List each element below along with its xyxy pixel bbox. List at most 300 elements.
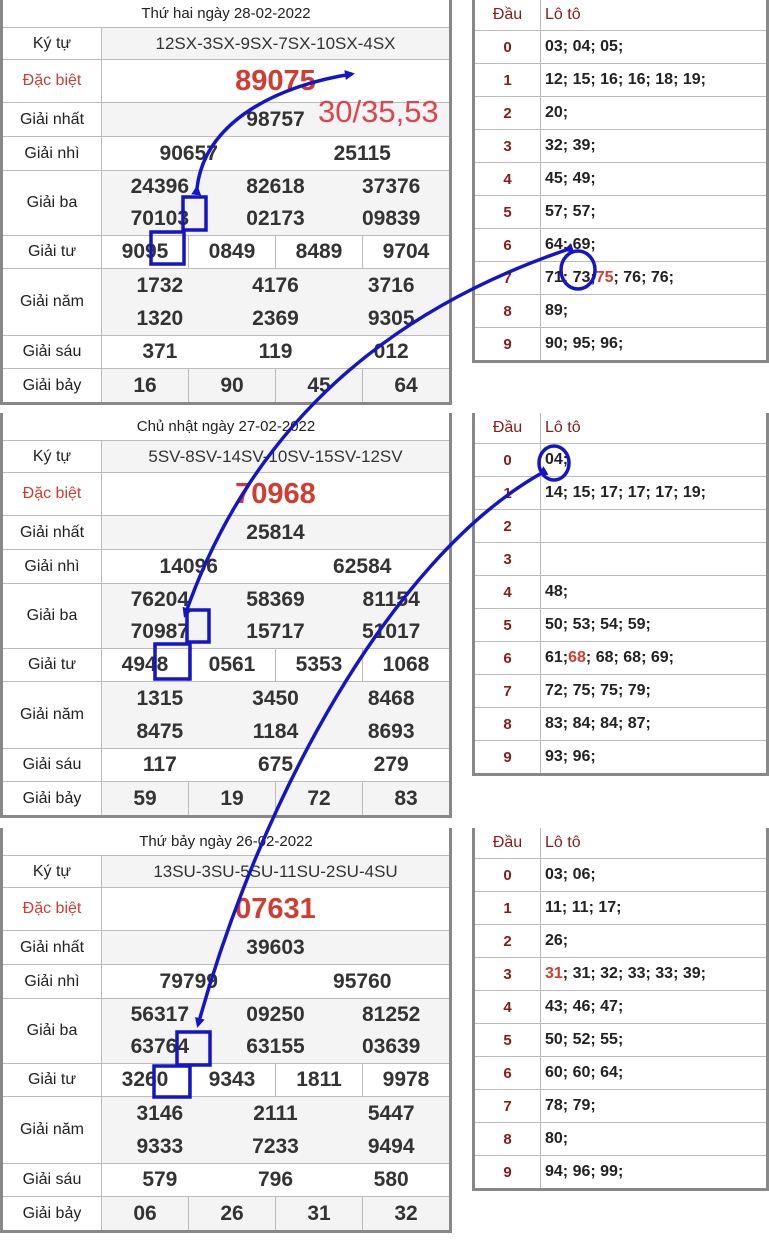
prize-number: 0849 (188, 236, 275, 268)
draw-date: Thứ bảy ngày 26-02-2022 (3, 828, 449, 856)
prize-values (102, 336, 449, 368)
loto-row (475, 1090, 766, 1123)
prize-number: 51017 (361, 620, 421, 643)
prize-number: 63155 (246, 1035, 305, 1058)
dau-digit: 5 (475, 1024, 541, 1056)
prize-number: 90 (188, 369, 275, 402)
prize-values (102, 236, 449, 268)
loto-table (472, 828, 769, 1191)
prize-row (3, 236, 449, 269)
prize-number: 98757 (246, 107, 305, 131)
prize-label: Đặc biệt (3, 888, 102, 930)
dau-digit: 3 (475, 958, 541, 990)
prize-row (3, 473, 449, 516)
dau-digit: 2 (475, 925, 541, 957)
prize-number: 4176 (252, 273, 299, 297)
prize-row (3, 888, 449, 931)
dau-digit: 6 (475, 1057, 541, 1089)
loto-numbers (541, 708, 766, 740)
prize-number: 13SU-3SU-5SU-11SU-2SU-4SU (153, 861, 398, 881)
prize-number: 9978 (362, 1064, 449, 1096)
loto-numbers (541, 477, 766, 509)
prize-values (102, 856, 449, 887)
loto-row (475, 477, 766, 510)
prize-row (3, 269, 449, 336)
prize-values (102, 171, 449, 235)
loto-row (475, 295, 766, 328)
prize-values (102, 888, 449, 930)
loto-header (475, 0, 766, 31)
dau-digit: 0 (475, 444, 541, 476)
prize-label: Ký tự (3, 28, 102, 59)
prize-number: 24396 (130, 175, 190, 198)
prize-values (102, 931, 449, 964)
prize-values (102, 649, 449, 681)
loto-row (475, 196, 766, 229)
dau-digit: 1 (475, 477, 541, 509)
prize-number: 76204 (130, 588, 190, 611)
loto-header (475, 828, 766, 859)
prize-label: Giải bảy (3, 782, 102, 815)
prize-row (3, 965, 449, 999)
prize-values (102, 782, 449, 815)
prize-label: Giải ba (3, 584, 102, 648)
loto-row (475, 1024, 766, 1057)
prize-number: 1732 (136, 273, 184, 297)
loto-numbers (541, 958, 766, 990)
loto-post: 64; 69; (545, 236, 596, 253)
loto-header-label: Lô tô (545, 834, 581, 851)
prize-row (3, 1197, 449, 1230)
loto-post: 80; (545, 1130, 569, 1147)
prize-row (3, 682, 449, 749)
prize-row (3, 550, 449, 584)
loto-numbers (541, 262, 766, 294)
prize-number: 70968 (235, 477, 316, 510)
loto-post: 89; (545, 302, 569, 319)
handwritten-annotation: 30/35,53 (318, 94, 439, 129)
dau-digit: 4 (475, 576, 541, 608)
prize-number: 07631 (235, 892, 316, 925)
draw-block (0, 0, 769, 400)
loto-post: 14; 15; 17; 17; 17; 19; (545, 484, 706, 501)
loto-row (475, 97, 766, 130)
loto-row (475, 543, 766, 576)
prize-row (3, 369, 449, 402)
prize-number: 79799 (159, 969, 218, 993)
prize-values (102, 682, 449, 748)
loto-numbers (541, 97, 766, 129)
dau-digit: 8 (475, 1123, 541, 1155)
prize-number: 32 (362, 1197, 449, 1230)
loto-numbers (541, 991, 766, 1023)
prize-number: 70103 (130, 207, 190, 230)
dau-header: Đầu (475, 828, 541, 858)
dau-digit: 1 (475, 892, 541, 924)
loto-post: 03; 04; 05; (545, 38, 624, 55)
prize-row (3, 336, 449, 369)
prize-label: Giải tư (3, 649, 102, 681)
prize-row (3, 999, 449, 1064)
loto-numbers (541, 1123, 766, 1155)
loto-row (475, 991, 766, 1024)
prize-row (3, 749, 449, 782)
prize-number: 796 (257, 1168, 294, 1191)
prize-number: 02173 (246, 207, 305, 230)
prize-label: Đặc biệt (3, 60, 102, 102)
prize-number: 9095 (121, 240, 169, 263)
loto-post: 78; 79; (545, 1097, 596, 1114)
prize-number: 9704 (362, 236, 449, 268)
loto-post: 45; 49; (545, 170, 596, 187)
loto-header-label: Lô tô (545, 6, 581, 23)
loto-numbers (541, 642, 766, 674)
prize-label: Giải bảy (3, 369, 102, 402)
prize-number: 16 (133, 373, 157, 397)
prize-label: Đặc biệt (3, 473, 102, 515)
dau-digit: 7 (475, 262, 541, 294)
loto-post: 90; 95; 96; (545, 335, 624, 352)
prize-number: 1184 (252, 719, 299, 743)
prize-number: 1320 (136, 306, 184, 330)
prize-number: 25814 (246, 520, 305, 544)
prize-label: Giải nhất (3, 103, 102, 136)
loto-numbers (541, 1024, 766, 1056)
prize-number: 279 (373, 753, 409, 776)
loto-post: 43; 46; 47; (545, 998, 624, 1015)
dau-digit: 9 (475, 1156, 541, 1188)
loto-numbers (541, 163, 766, 195)
loto-row (475, 262, 766, 295)
results-table (0, 0, 452, 405)
prize-values (102, 1164, 449, 1196)
draw-block (0, 413, 769, 813)
dau-digit: 7 (475, 675, 541, 707)
loto-row (475, 510, 766, 543)
dau-digit: 1 (475, 64, 541, 96)
dau-digit: 7 (475, 1090, 541, 1122)
prize-values (102, 516, 449, 549)
prize-number: 8468 (367, 686, 415, 710)
prize-row (3, 137, 449, 171)
prize-number: 8693 (367, 719, 415, 743)
loto-numbers (541, 1156, 766, 1188)
prize-number: 5SV-8SV-14SV-10SV-15SV-12SV (148, 446, 403, 466)
draw-date: Thứ hai ngày 28-02-2022 (3, 0, 449, 28)
dau-header: Đầu (475, 413, 541, 443)
loto-highlight: 75 (595, 269, 614, 286)
loto-pre: 71; 73; (545, 269, 596, 286)
prize-values (102, 473, 449, 515)
prize-values (102, 269, 449, 335)
prize-number: 82618 (246, 175, 305, 198)
prize-values (102, 369, 449, 402)
prize-label: Giải sáu (3, 1164, 102, 1196)
loto-numbers (541, 196, 766, 228)
prize-row (3, 28, 449, 60)
prize-values (102, 137, 449, 170)
loto-row (475, 64, 766, 97)
results-table (0, 413, 452, 818)
loto-row (475, 708, 766, 741)
prize-label: Giải nhất (3, 516, 102, 549)
prize-label: Giải sáu (3, 336, 102, 368)
loto-post: ; 31; 32; 33; 33; 39; (562, 965, 706, 982)
loto-row (475, 328, 766, 360)
prize-number: 89075 (235, 64, 316, 97)
loto-post: 50; 53; 54; 59; (545, 616, 651, 633)
loto-row (475, 163, 766, 196)
dau-digit: 9 (475, 741, 541, 773)
prize-number: 14096 (159, 554, 218, 578)
loto-numbers (541, 609, 766, 641)
draw-date: Chủ nhật ngày 27-02-2022 (3, 413, 449, 441)
loto-row (475, 130, 766, 163)
dau-digit: 3 (475, 543, 541, 575)
prize-number: 12SX-3SX-9SX-7SX-10SX-4SX (155, 33, 396, 53)
loto-row (475, 1057, 766, 1090)
dau-digit: 8 (475, 295, 541, 327)
prize-row (3, 1164, 449, 1197)
prize-number: 371 (142, 340, 178, 363)
prize-number: 45 (275, 369, 362, 402)
prize-row (3, 441, 449, 473)
loto-row (475, 229, 766, 262)
loto-numbers (541, 576, 766, 608)
loto-highlight: 31 (545, 965, 563, 982)
prize-row (3, 516, 449, 550)
loto-post: 03; 06; (545, 866, 596, 883)
prize-number: 26 (188, 1197, 275, 1230)
loto-post: 11; 11; 17; (545, 899, 622, 916)
prize-row (3, 782, 449, 815)
prize-number: 117 (142, 753, 177, 776)
loto-post: 50; 52; 55; (545, 1031, 624, 1048)
prize-row (3, 584, 449, 649)
prize-label: Giải sáu (3, 749, 102, 781)
prize-number: 63764 (130, 1035, 190, 1058)
loto-header-label: Lô tô (545, 419, 581, 436)
prize-number: 675 (257, 753, 294, 776)
prize-number: 3450 (252, 686, 299, 710)
loto-post: 83; 84; 84; 87; (545, 715, 651, 732)
loto-numbers (541, 543, 766, 575)
prize-number: 09839 (361, 207, 421, 230)
loto-row (475, 576, 766, 609)
prize-number: 1068 (362, 649, 449, 681)
prize-number: 4948 (121, 653, 169, 676)
dau-digit: 2 (475, 97, 541, 129)
prize-number: 3716 (367, 273, 415, 297)
loto-row (475, 1156, 766, 1188)
loto-post: 20; (545, 104, 569, 121)
loto-post: 26; (545, 932, 569, 949)
loto-row (475, 31, 766, 64)
loto-pre: 61; (545, 649, 569, 666)
loto-numbers (541, 1090, 766, 1122)
prize-number: 8489 (275, 236, 362, 268)
prize-number: 37376 (361, 175, 421, 198)
loto-numbers (541, 31, 766, 63)
prize-values (102, 749, 449, 781)
prize-label: Giải nhì (3, 965, 102, 998)
prize-row (3, 856, 449, 888)
loto-post: ; 68; 68; 69; (585, 649, 674, 666)
prize-number: 06 (133, 1201, 157, 1225)
prize-number: 83 (362, 782, 449, 815)
loto-highlight: 68 (568, 649, 586, 666)
loto-post: 93; 96; (545, 748, 596, 765)
loto-row (475, 609, 766, 642)
loto-row (475, 444, 766, 477)
prize-number: 2111 (253, 1101, 298, 1125)
loto-numbers (541, 741, 766, 773)
dau-digit: 9 (475, 328, 541, 360)
prize-number: 119 (258, 340, 293, 363)
prize-label: Giải tư (3, 1064, 102, 1096)
dau-digit: 4 (475, 991, 541, 1023)
prize-values (102, 1097, 449, 1163)
prize-label: Giải ba (3, 999, 102, 1063)
prize-number: 90657 (159, 141, 218, 165)
loto-table (472, 413, 769, 776)
loto-numbers (541, 859, 766, 891)
loto-numbers (541, 892, 766, 924)
loto-table (472, 0, 769, 363)
prize-number: 56317 (130, 1003, 190, 1026)
prize-row (3, 171, 449, 236)
loto-numbers (541, 64, 766, 96)
prize-label: Giải tư (3, 236, 102, 268)
prize-label: Giải nhì (3, 137, 102, 170)
loto-post: 04; (545, 451, 569, 468)
prize-values (102, 999, 449, 1063)
prize-number: 70987 (130, 620, 190, 643)
dau-digit: 0 (475, 31, 541, 63)
prize-number: 1315 (136, 686, 184, 710)
loto-post: 72; 75; 75; 79; (545, 682, 651, 699)
prize-values (102, 584, 449, 648)
prize-number: 25115 (333, 141, 391, 165)
loto-post: 32; 39; (545, 137, 596, 154)
prize-number: 3260 (121, 1068, 169, 1091)
prize-number: 8475 (136, 719, 184, 743)
prize-label: Giải năm (3, 1097, 102, 1163)
dau-header: Đầu (475, 0, 541, 30)
dau-digit: 6 (475, 229, 541, 261)
prize-values (102, 441, 449, 472)
prize-label: Ký tự (3, 856, 102, 887)
loto-post: 60; 60; 64; (545, 1064, 624, 1081)
prize-label: Ký tự (3, 441, 102, 472)
prize-label: Giải nhất (3, 931, 102, 964)
dau-digit: 5 (475, 609, 541, 641)
prize-number: 62584 (333, 554, 392, 578)
prize-label: Giải ba (3, 171, 102, 235)
loto-row (475, 741, 766, 773)
loto-numbers (541, 229, 766, 261)
prize-label: Giải bảy (3, 1197, 102, 1230)
prize-number: 9494 (367, 1134, 415, 1158)
prize-number: 81154 (362, 588, 420, 611)
prize-row (3, 931, 449, 965)
prize-label: Giải năm (3, 269, 102, 335)
loto-numbers (541, 925, 766, 957)
loto-numbers (541, 295, 766, 327)
prize-number: 5353 (275, 649, 362, 681)
loto-post: 12; 15; 16; 16; 18; 19; (545, 71, 706, 88)
prize-number: 19 (188, 782, 275, 815)
loto-numbers (541, 444, 766, 476)
prize-label: Giải năm (3, 682, 102, 748)
prize-number: 31 (275, 1197, 362, 1230)
prize-number: 95760 (333, 969, 392, 993)
prize-values (102, 965, 449, 998)
prize-number: 9333 (136, 1134, 184, 1158)
prize-number: 2369 (252, 306, 299, 330)
prize-values (102, 550, 449, 583)
prize-values (102, 1064, 449, 1096)
prize-number: 03639 (361, 1035, 421, 1058)
prize-number: 579 (142, 1168, 178, 1191)
loto-row (475, 675, 766, 708)
prize-number: 580 (373, 1168, 409, 1191)
prize-number: 9343 (188, 1064, 275, 1096)
dau-digit: 4 (475, 163, 541, 195)
prize-values (102, 28, 449, 59)
loto-row (475, 1123, 766, 1156)
dau-digit: 6 (475, 642, 541, 674)
loto-row (475, 892, 766, 925)
prize-row (3, 1097, 449, 1164)
loto-numbers (541, 510, 766, 542)
prize-number: 64 (362, 369, 449, 402)
prize-number: 0561 (188, 649, 275, 681)
loto-numbers (541, 328, 766, 360)
dau-digit: 0 (475, 859, 541, 891)
loto-post: 94; 96; 99; (545, 1163, 624, 1180)
prize-values (102, 1197, 449, 1230)
dau-digit: 2 (475, 510, 541, 542)
prize-number: 39603 (246, 935, 305, 959)
loto-numbers (541, 675, 766, 707)
loto-post: 57; 57; (545, 203, 596, 220)
dau-digit: 8 (475, 708, 541, 740)
loto-numbers (541, 130, 766, 162)
prize-number: 9305 (367, 306, 415, 330)
loto-post: 48; (545, 583, 569, 600)
prize-number: 1811 (275, 1064, 362, 1096)
loto-row (475, 925, 766, 958)
prize-number: 59 (133, 786, 157, 810)
results-table (0, 828, 452, 1233)
loto-header (475, 413, 766, 444)
prize-number: 3146 (136, 1101, 184, 1125)
prize-number: 58369 (246, 588, 305, 611)
loto-numbers (541, 1057, 766, 1089)
prize-row (3, 649, 449, 682)
dau-digit: 5 (475, 196, 541, 228)
prize-number: 72 (275, 782, 362, 815)
loto-row (475, 958, 766, 991)
prize-row (3, 1064, 449, 1097)
dau-digit: 3 (475, 130, 541, 162)
prize-number: 5447 (367, 1101, 415, 1125)
draw-block (0, 828, 769, 1228)
prize-label: Giải nhì (3, 550, 102, 583)
prize-number: 81252 (361, 1003, 421, 1026)
prize-number: 7233 (252, 1134, 299, 1158)
